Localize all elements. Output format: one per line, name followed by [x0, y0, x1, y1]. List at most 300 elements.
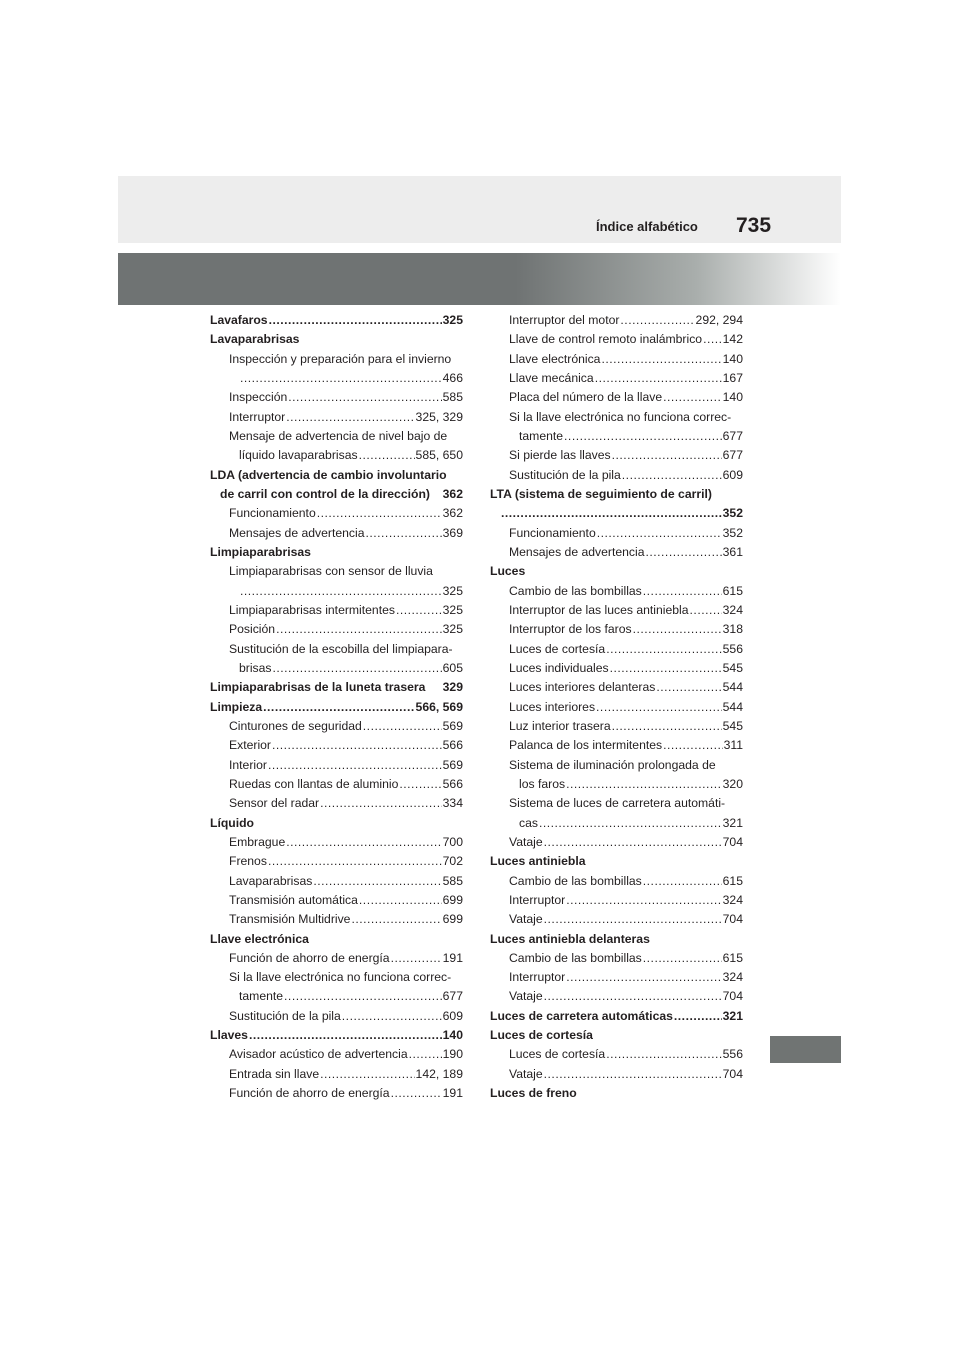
index-entry-page: 700: [442, 834, 463, 849]
index-entry-page: 190: [442, 1047, 463, 1062]
index-entry-page: 142, 189: [415, 1066, 463, 1081]
index-entry-text: Inspección y preparación para el invierno: [229, 351, 452, 366]
index-entry-page: 362: [442, 486, 463, 501]
index-entry-text: brisas: [239, 660, 272, 675]
dot-leader: [566, 891, 721, 910]
index-entry: [490, 601, 743, 620]
index-entry-text: Limpiaparabrisas con sensor de lluvia: [229, 564, 433, 579]
index-entry: [210, 350, 463, 369]
index-entry: [490, 852, 743, 871]
index-entry-text: Placa del número de la llave: [509, 390, 663, 405]
dot-leader: [320, 1065, 414, 1084]
index-entry: [210, 756, 463, 775]
dot-leader: [396, 601, 442, 620]
index-entry: [490, 930, 743, 949]
index-entry: [490, 698, 743, 717]
index-entry-text: Transmisión automática: [229, 892, 358, 907]
index-entry-page: 352: [722, 506, 743, 521]
index-entry-text: Limpiaparabrisas: [210, 544, 311, 559]
index-entry: [490, 775, 743, 794]
dot-leader: [434, 562, 462, 581]
index-entry-text: Embrague: [229, 834, 286, 849]
index-entry-page: 325: [442, 583, 463, 598]
index-entry: [210, 427, 463, 446]
dot-leader: [284, 987, 442, 1006]
index-entry: [490, 427, 743, 446]
index-entry: [210, 872, 463, 891]
index-entry-page: 191: [442, 1086, 463, 1101]
index-entry: [490, 582, 743, 601]
dot-leader: [391, 1084, 442, 1103]
dot-leader: [651, 930, 742, 949]
index-entry: [490, 408, 743, 427]
index-entry-page: 615: [722, 950, 743, 965]
index-entry: [490, 504, 743, 523]
index-entry-text: Luces de cortesía: [509, 641, 606, 656]
dot-leader: [317, 504, 442, 523]
index-entry-text: Limpiaparabrisas intermitentes: [229, 602, 395, 617]
dot-leader: [273, 659, 442, 678]
index-entry-page: 609: [442, 1008, 463, 1023]
dot-leader: [643, 582, 722, 601]
index-entry-page: 704: [722, 989, 743, 1004]
index-entry: [490, 350, 743, 369]
index-entry-text: Entrada sin llave: [229, 1066, 320, 1081]
dot-leader: [300, 330, 462, 349]
index-entry-text: Inspección: [229, 390, 288, 405]
dot-leader: [663, 388, 722, 407]
index-entry-text: LDA (advertencia de cambio involuntario: [210, 467, 447, 482]
index-entry-text: Cambio de las bombillas: [509, 873, 642, 888]
index-entry-text: Sustitución de la pila: [509, 467, 621, 482]
index-entry-page: 677: [442, 989, 463, 1004]
dot-leader: [351, 910, 441, 929]
dot-leader: [288, 388, 441, 407]
index-entry: [490, 1026, 743, 1045]
index-entry-text: Llave electrónica: [509, 351, 601, 366]
index-entry-page: 334: [442, 796, 463, 811]
index-entry: [210, 620, 463, 639]
index-entry: [210, 1045, 463, 1064]
index-entry-text: Vataje: [509, 912, 543, 927]
header-band: [118, 176, 841, 243]
index-entry-text: tamente: [239, 989, 284, 1004]
index-entry: [210, 543, 463, 562]
index-entry-page: 142: [722, 332, 743, 347]
index-entry: [210, 311, 463, 330]
index-column-left: [210, 311, 463, 1103]
dot-leader: [255, 814, 462, 833]
dot-leader: [240, 369, 442, 388]
index-entry-page: 569: [442, 718, 463, 733]
index-entry-text: Interruptor de las luces antiniebla: [509, 602, 689, 617]
index-entry-text: Lavaparabrisas: [210, 332, 300, 347]
index-entry: [490, 524, 743, 543]
index-entry-text: Exterior: [229, 738, 271, 753]
index-entry-text: Funcionamiento: [509, 525, 596, 540]
index-entry: [490, 543, 743, 562]
index-entry: [490, 640, 743, 659]
dot-leader: [601, 350, 721, 369]
index-entry: [490, 968, 743, 987]
index-entry-page: 325, 329: [415, 409, 463, 424]
index-entry: [210, 504, 463, 523]
index-entry-text: de carril con control de la dirección): [220, 486, 430, 501]
index-entry-text: cas: [519, 815, 538, 830]
index-entry-text: Lavaparabrisas: [229, 873, 313, 888]
index-entry-text: Luces interiores delanteras: [509, 680, 656, 695]
index-entry: [490, 620, 743, 639]
index-entry-page: 191: [442, 950, 463, 965]
index-entry-text: Palanca de los intermitentes: [509, 738, 663, 753]
dot-leader: [526, 562, 742, 581]
dot-leader: [713, 485, 742, 504]
dot-leader: [587, 852, 743, 871]
dot-leader: [643, 949, 722, 968]
index-entry: [490, 1084, 743, 1103]
index-entry: [490, 678, 743, 697]
index-entry-page: 702: [442, 854, 463, 869]
index-entry-text: Llave electrónica: [210, 931, 309, 946]
index-column-right: [490, 311, 743, 1103]
index-entry-text: Luces interiores: [509, 699, 596, 714]
index-entry: [490, 814, 743, 833]
index-entry-text: Frenos: [229, 854, 267, 869]
index-entry-text: Ruedas con llantas de aluminio: [229, 776, 399, 791]
dot-leader: [268, 756, 442, 775]
index-entry-page: 699: [442, 892, 463, 907]
dot-leader: [539, 814, 722, 833]
index-entry-page: 605: [442, 660, 463, 675]
index-entry-text: Luces de cortesía: [509, 1047, 606, 1062]
index-entry-page: 318: [722, 622, 743, 637]
index-entry: [210, 1084, 463, 1103]
index-entry: [210, 736, 463, 755]
index-entry: [490, 949, 743, 968]
index-entry: [490, 369, 743, 388]
dot-leader: [448, 466, 462, 485]
dot-leader: [452, 350, 462, 369]
index-entry-page: 361: [722, 544, 743, 559]
index-entry-text: Luces de freno: [490, 1086, 577, 1101]
index-entry: [490, 388, 743, 407]
index-entry-text: Luces: [490, 564, 526, 579]
index-entry: [490, 891, 743, 910]
section-title: Índice alfabético: [596, 219, 698, 234]
dot-leader: [501, 504, 722, 523]
index-entry: [210, 717, 463, 736]
dot-leader: [622, 466, 722, 485]
dot-leader: [663, 736, 722, 755]
dot-leader: [431, 485, 442, 504]
index-entry-page: 140: [722, 390, 743, 405]
index-entry-page: 615: [722, 873, 743, 888]
dot-leader: [359, 446, 415, 465]
index-entry: [210, 369, 463, 388]
index-entry-text: Funcionamiento: [229, 506, 316, 521]
index-entry-text: Si pierde las llaves: [509, 448, 611, 463]
index-entry-page: 140: [722, 351, 743, 366]
index-entry-page: 609: [722, 467, 743, 482]
index-entry-page: 566: [442, 738, 463, 753]
dot-leader: [313, 872, 441, 891]
index-entry-page: 566: [442, 776, 463, 791]
dot-leader: [448, 427, 462, 446]
index-entry: [210, 524, 463, 543]
index-entry: [490, 659, 743, 678]
index-entry-page: 544: [722, 680, 743, 695]
dot-leader: [620, 311, 694, 330]
index-entry-page: 556: [722, 1047, 743, 1062]
index-entry-text: Interruptor: [509, 970, 566, 985]
index-entry-page: 545: [722, 660, 743, 675]
dot-leader: [426, 678, 441, 697]
index-entry: [490, 1007, 743, 1026]
index-entry-page: 321: [722, 1008, 743, 1023]
index-thumb-tab: [770, 1036, 841, 1063]
index-entry-page: 704: [722, 834, 743, 849]
index-entry: [490, 446, 743, 465]
index-entry: [210, 408, 463, 427]
index-entry-text: Sistema de iluminación prolongada de: [509, 757, 716, 772]
dot-leader: [633, 620, 722, 639]
index-entry: [210, 601, 463, 620]
index-entry: [490, 311, 743, 330]
index-entry-page: 369: [442, 525, 463, 540]
dot-leader: [269, 311, 442, 330]
dot-leader: [674, 1007, 722, 1026]
dot-leader: [454, 640, 462, 659]
index-entry: [210, 891, 463, 910]
index-entry-text: Luces de carretera automáticas: [490, 1008, 673, 1023]
index-entry: [210, 562, 463, 581]
index-entry-page: 545: [722, 718, 743, 733]
index-entry-page: 566, 569: [415, 699, 463, 714]
index-entry: [490, 756, 743, 775]
index-entry: [210, 1065, 463, 1084]
index-entry-text: Luces de cortesía: [490, 1028, 593, 1043]
index-entry-page: 325: [442, 313, 463, 327]
index-entry: [210, 330, 463, 349]
index-entry-text: Interruptor del motor: [509, 313, 620, 327]
index-entry-text: Mensajes de advertencia: [509, 544, 645, 559]
index-entry-page: 292, 294: [695, 313, 743, 327]
dot-leader: [272, 736, 442, 755]
dot-leader: [544, 910, 722, 929]
dot-leader: [646, 543, 722, 562]
dot-leader: [606, 1045, 721, 1064]
index-entry-text: Sustitución de la pila: [229, 1008, 341, 1023]
index-entry: [210, 968, 463, 987]
index-entry-text: Luces antiniebla: [490, 854, 586, 869]
dot-leader: [240, 582, 442, 601]
index-entry-text: Interruptor: [509, 892, 566, 907]
dot-leader: [606, 640, 721, 659]
index-entry: [490, 794, 743, 813]
index-entry-text: Llave mecánica: [509, 370, 594, 385]
index-entry-text: Vataje: [509, 834, 543, 849]
index-entry: [210, 582, 463, 601]
index-entry-page: 352: [722, 525, 743, 540]
index-entry: [490, 910, 743, 929]
index-entry-text: Cinturones de seguridad: [229, 718, 362, 733]
dot-leader: [612, 717, 722, 736]
index-entry-page: 320: [722, 776, 743, 791]
index-entry: [210, 852, 463, 871]
index-entry-text: Luces antiniebla delanteras: [490, 931, 650, 946]
index-entry-text: Interruptor: [229, 409, 286, 424]
index-entry: [490, 987, 743, 1006]
index-entry-text: Sustitución de la escobilla del limpiapara-: [229, 641, 453, 656]
index-entry-text: Función de ahorro de energía: [229, 950, 390, 965]
index-entry-text: Sensor del radar: [229, 796, 320, 811]
dot-leader: [610, 659, 722, 678]
index-entry: [210, 640, 463, 659]
index-entry-page: 677: [722, 448, 743, 463]
index-entry-page: 585: [442, 873, 463, 888]
index-entry-page: 311: [723, 738, 743, 753]
index-entry-page: 585, 650: [415, 448, 463, 463]
dot-leader: [717, 756, 742, 775]
index-entry-text: Interruptor de los faros: [509, 622, 632, 637]
index-entry: [490, 717, 743, 736]
dot-leader: [564, 427, 722, 446]
index-entry-text: Si la llave electrónica no funciona correc-: [509, 409, 732, 424]
dot-leader: [594, 1026, 742, 1045]
index-entry-text: Cambio de las bombillas: [509, 950, 642, 965]
dot-leader: [544, 1065, 722, 1084]
dot-leader: [690, 601, 722, 620]
dot-leader: [366, 524, 442, 543]
index-entry-page: 324: [722, 892, 743, 907]
dot-leader: [286, 833, 441, 852]
dot-leader: [312, 543, 462, 562]
dot-leader: [656, 678, 721, 697]
index-entry-text: líquido lavaparabrisas: [239, 448, 358, 463]
index-entry-page: 325: [442, 622, 463, 637]
dot-leader: [249, 1026, 442, 1045]
index-entry-text: Transmisión Multidrive: [229, 912, 351, 927]
index-entry-text: Vataje: [509, 989, 543, 1004]
dot-leader: [544, 833, 722, 852]
index-entry: [210, 485, 463, 504]
index-entry-page: 544: [722, 699, 743, 714]
index-entry-text: Mensaje de advertencia de nivel bajo de: [229, 428, 448, 443]
index-entry-text: los faros: [519, 776, 566, 791]
dot-leader: [276, 620, 442, 639]
index-entry-text: Posición: [229, 622, 276, 637]
dot-leader: [363, 717, 442, 736]
dot-leader: [342, 1007, 442, 1026]
index-entry-page: 324: [722, 602, 743, 617]
index-entry-page: 704: [722, 1066, 743, 1081]
index-entry-text: Si la llave electrónica no funciona correc-: [229, 970, 452, 985]
index-entry-page: 167: [722, 370, 743, 385]
dot-leader: [596, 698, 722, 717]
index-entry: [490, 466, 743, 485]
index-entry-text: Cambio de las bombillas: [509, 583, 642, 598]
dot-leader: [703, 330, 722, 349]
dot-leader: [726, 794, 742, 813]
dot-leader: [310, 930, 462, 949]
index-entry-page: 677: [722, 428, 743, 443]
index-entry-page: 699: [442, 912, 463, 927]
index-entry-text: Limpieza: [210, 699, 263, 714]
index-entry: [490, 1065, 743, 1084]
index-entry-page: 324: [722, 970, 743, 985]
index-entry: [210, 698, 463, 717]
dot-leader: [409, 1045, 442, 1064]
index-entry-page: 615: [722, 583, 743, 598]
index-entry-page: 585: [442, 390, 463, 405]
index-entry: [210, 446, 463, 465]
index-entry: [490, 833, 743, 852]
index-entry-page: 569: [442, 757, 463, 772]
dot-leader: [359, 891, 442, 910]
index-entry-text: Vataje: [509, 1066, 543, 1081]
page-number: 735: [736, 214, 772, 237]
index-entry-page: 704: [722, 912, 743, 927]
index-entry: [210, 678, 463, 697]
index-entry: [210, 1026, 463, 1045]
dot-leader: [732, 408, 742, 427]
index-entry-page: 325: [442, 602, 463, 617]
index-entry-text: Interior: [229, 757, 267, 772]
index-entry-text: Limpiaparabrisas de la luneta trasera: [210, 680, 426, 695]
dot-leader: [391, 949, 442, 968]
dot-leader: [643, 872, 722, 891]
dot-leader: [399, 775, 441, 794]
dot-leader: [263, 698, 414, 717]
index-entry-text: Luz interior trasera: [509, 718, 611, 733]
decorative-gradient-bar: [118, 253, 841, 305]
index-entry-page: 556: [722, 641, 743, 656]
index-entry: [210, 814, 463, 833]
index-entry-page: 140: [442, 1028, 463, 1043]
index-entry-text: LTA (sistema de seguimiento de carril): [490, 486, 712, 501]
dot-leader: [452, 968, 462, 987]
dot-leader: [286, 408, 414, 427]
index-entry-text: Llaves: [210, 1028, 248, 1043]
dot-leader: [544, 987, 722, 1006]
index-entry: [490, 872, 743, 891]
index-entry-text: Lavafaros: [210, 313, 268, 327]
index-entry: [210, 833, 463, 852]
index-entry: [210, 775, 463, 794]
index-entry: [210, 1007, 463, 1026]
index-entry-text: Avisador acústico de advertencia: [229, 1047, 408, 1062]
dot-leader: [595, 369, 722, 388]
index-entry: [210, 794, 463, 813]
index-entry: [210, 930, 463, 949]
index-entry-text: Mensajes de advertencia: [229, 525, 365, 540]
index-entry: [210, 910, 463, 929]
dot-leader: [566, 968, 721, 987]
index-entry-text: tamente: [519, 428, 564, 443]
index-entry-page: 329: [442, 680, 463, 695]
index-entry: [490, 330, 743, 349]
index-entry: [210, 388, 463, 407]
index-entry-text: Función de ahorro de energía: [229, 1086, 390, 1101]
index-entry-page: 466: [442, 370, 463, 385]
index-entry: [210, 987, 463, 1006]
index-entry: [490, 485, 743, 504]
index-entry-text: Llave de control remoto inalámbrico: [509, 332, 703, 347]
index-entry-text: Sistema de luces de carretera automáti-: [509, 796, 726, 811]
index-entry-text: Líquido: [210, 815, 254, 830]
index-entry-page: 362: [442, 506, 463, 521]
index-entry: [490, 1045, 743, 1064]
